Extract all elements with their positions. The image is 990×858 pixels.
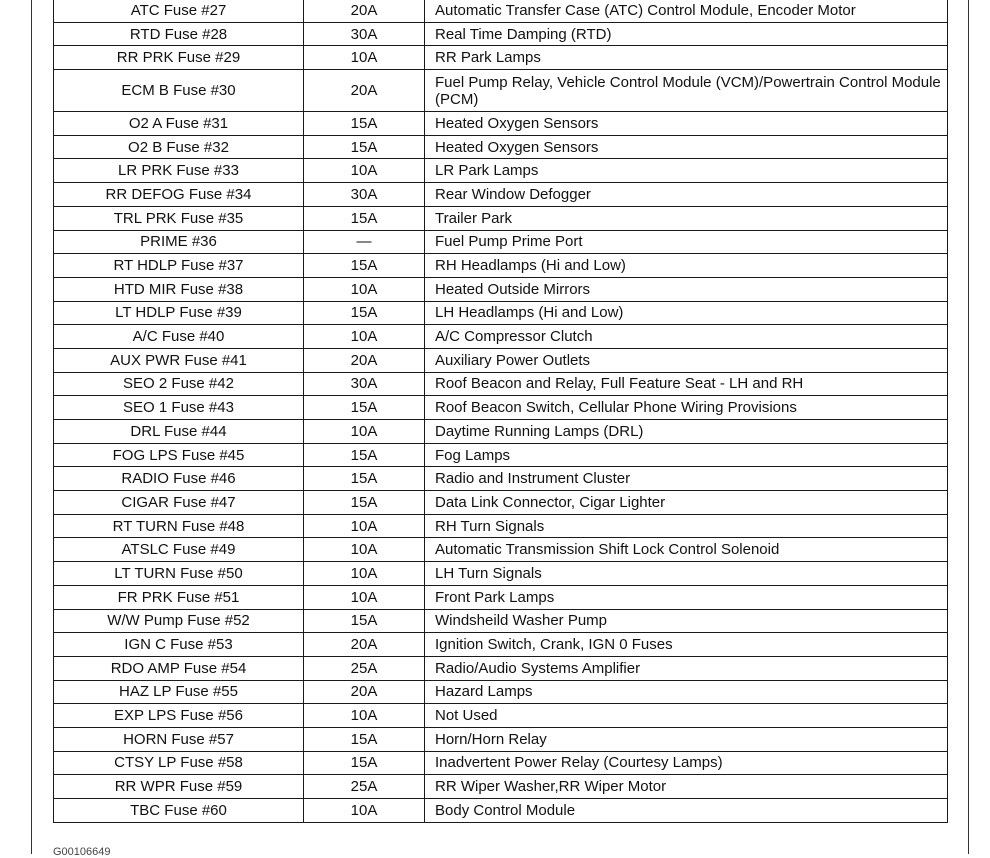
table-row: [54, 467, 948, 491]
fuse-amperage-cell: 10A: [304, 514, 425, 538]
fuse-name-cell: SEO 2 Fuse #42: [54, 372, 304, 396]
page-border-left: [31, 0, 32, 854]
fuse-amperage-cell: 15A: [304, 254, 425, 278]
fuse-name-cell: HAZ LP Fuse #55: [54, 680, 304, 704]
fuse-name-cell: RR PRK Fuse #29: [54, 46, 304, 70]
table-row: [54, 230, 948, 254]
fuse-amperage-cell: 10A: [304, 159, 425, 183]
table-row: [54, 325, 948, 349]
fuse-table-body: [54, 0, 948, 822]
fuse-description-cell: Horn/Horn Relay: [425, 727, 948, 751]
figure-id: G00106649: [53, 846, 111, 858]
table-row: [54, 0, 948, 22]
table-row: [54, 46, 948, 70]
fuse-amperage-cell: 10A: [304, 420, 425, 444]
fuse-name-cell: AUX PWR Fuse #41: [54, 348, 304, 372]
fuse-description-cell: RH Turn Signals: [425, 514, 948, 538]
fuse-name-cell: TRL PRK Fuse #35: [54, 206, 304, 230]
table-row: [54, 727, 948, 751]
fuse-amperage-cell: 15A: [304, 727, 425, 751]
fuse-name-cell: CIGAR Fuse #47: [54, 491, 304, 515]
fuse-amperage-cell: 30A: [304, 22, 425, 46]
fuse-description-cell: Fuel Pump Prime Port: [425, 230, 948, 254]
table-row: [54, 372, 948, 396]
fuse-amperage-cell: 15A: [304, 206, 425, 230]
fuse-amperage-cell: 20A: [304, 70, 425, 112]
table-row: [54, 348, 948, 372]
fuse-amperage-cell: 15A: [304, 301, 425, 325]
fuse-description-cell: Heated Oxygen Sensors: [425, 112, 948, 136]
fuse-name-cell: EXP LPS Fuse #56: [54, 704, 304, 728]
fuse-name-cell: A/C Fuse #40: [54, 325, 304, 349]
fuse-amperage-cell: 15A: [304, 396, 425, 420]
fuse-amperage-cell: 10A: [304, 704, 425, 728]
fuse-description-cell: Hazard Lamps: [425, 680, 948, 704]
table-row: [54, 585, 948, 609]
fuse-name-cell: RR DEFOG Fuse #34: [54, 183, 304, 207]
fuse-description-cell: Radio/Audio Systems Amplifier: [425, 656, 948, 680]
fuse-name-cell: RTD Fuse #28: [54, 22, 304, 46]
fuse-amperage-cell: 15A: [304, 467, 425, 491]
fuse-name-cell: HORN Fuse #57: [54, 727, 304, 751]
table-row: [54, 514, 948, 538]
fuse-amperage-cell: 20A: [304, 348, 425, 372]
fuse-name-cell: ATSLC Fuse #49: [54, 538, 304, 562]
fuse-description-cell: Ignition Switch, Crank, IGN 0 Fuses: [425, 633, 948, 657]
fuse-description-cell: LH Turn Signals: [425, 562, 948, 586]
fuse-description-cell: Auxiliary Power Outlets: [425, 348, 948, 372]
fuse-name-cell: ATC Fuse #27: [54, 0, 304, 22]
fuse-description-cell: A/C Compressor Clutch: [425, 325, 948, 349]
fuse-amperage-cell: 10A: [304, 46, 425, 70]
fuse-name-cell: O2 B Fuse #32: [54, 135, 304, 159]
fuse-amperage-cell: 10A: [304, 538, 425, 562]
table-row: [54, 799, 948, 823]
table-row: [54, 183, 948, 207]
fuse-name-cell: FR PRK Fuse #51: [54, 585, 304, 609]
table-row: [54, 396, 948, 420]
fuse-amperage-cell: 20A: [304, 633, 425, 657]
fuse-name-cell: SEO 1 Fuse #43: [54, 396, 304, 420]
fuse-description-cell: Roof Beacon Switch, Cellular Phone Wiring Provisions: [425, 396, 948, 420]
fuse-name-cell: RADIO Fuse #46: [54, 467, 304, 491]
fuse-amperage-cell: 10A: [304, 585, 425, 609]
table-row: [54, 680, 948, 704]
fuse-description-cell: Windsheild Washer Pump: [425, 609, 948, 633]
fuse-amperage-cell: 15A: [304, 135, 425, 159]
fuse-description-cell: Fuel Pump Relay, Vehicle Control Module (VCM)/Powertrain Control Module (PCM): [425, 70, 948, 112]
fuse-description-cell: Rear Window Defogger: [425, 183, 948, 207]
table-row: [54, 775, 948, 799]
fuse-description-cell: Automatic Transmission Shift Lock Control Solenoid: [425, 538, 948, 562]
table-row: [54, 704, 948, 728]
table-row: [54, 656, 948, 680]
fuse-description-cell: RR Park Lamps: [425, 46, 948, 70]
fuse-description-cell: Automatic Transfer Case (ATC) Control Module, Encoder Motor: [425, 0, 948, 22]
fuse-name-cell: FOG LPS Fuse #45: [54, 443, 304, 467]
fuse-name-cell: RR WPR Fuse #59: [54, 775, 304, 799]
fuse-name-cell: PRIME #36: [54, 230, 304, 254]
fuse-name-cell: IGN C Fuse #53: [54, 633, 304, 657]
fuse-name-cell: LR PRK Fuse #33: [54, 159, 304, 183]
fuse-amperage-cell: 20A: [304, 0, 425, 22]
fuse-name-cell: TBC Fuse #60: [54, 799, 304, 823]
table-row: [54, 254, 948, 278]
fuse-description-cell: LR Park Lamps: [425, 159, 948, 183]
fuse-amperage-cell: 10A: [304, 799, 425, 823]
table-row: [54, 112, 948, 136]
table-row: [54, 420, 948, 444]
fuse-name-cell: RT HDLP Fuse #37: [54, 254, 304, 278]
fuse-name-cell: HTD MIR Fuse #38: [54, 277, 304, 301]
table-row: [54, 159, 948, 183]
fuse-table: [53, 0, 948, 823]
fuse-amperage-cell: 15A: [304, 112, 425, 136]
fuse-amperage-cell: 10A: [304, 562, 425, 586]
fuse-amperage-cell: —: [304, 230, 425, 254]
table-row: [54, 22, 948, 46]
fuse-description-cell: RH Headlamps (Hi and Low): [425, 254, 948, 278]
fuse-description-cell: Fog Lamps: [425, 443, 948, 467]
fuse-amperage-cell: 10A: [304, 277, 425, 301]
fuse-amperage-cell: 15A: [304, 491, 425, 515]
fuse-description-cell: Roof Beacon and Relay, Full Feature Seat - LH and RH: [425, 372, 948, 396]
table-row: [54, 751, 948, 775]
fuse-name-cell: LT TURN Fuse #50: [54, 562, 304, 586]
fuse-description-cell: Inadvertent Power Relay (Courtesy Lamps): [425, 751, 948, 775]
table-row: [54, 301, 948, 325]
fuse-amperage-cell: 25A: [304, 656, 425, 680]
fuse-description-cell: Daytime Running Lamps (DRL): [425, 420, 948, 444]
fuse-name-cell: CTSY LP Fuse #58: [54, 751, 304, 775]
fuse-name-cell: RT TURN Fuse #48: [54, 514, 304, 538]
fuse-description-cell: LH Headlamps (Hi and Low): [425, 301, 948, 325]
table-row: [54, 135, 948, 159]
table-row: [54, 206, 948, 230]
fuse-description-cell: Front Park Lamps: [425, 585, 948, 609]
table-row: [54, 562, 948, 586]
page-border-right: [968, 0, 969, 854]
table-row: [54, 277, 948, 301]
table-row: [54, 633, 948, 657]
fuse-description-cell: Radio and Instrument Cluster: [425, 467, 948, 491]
table-row: [54, 443, 948, 467]
table-row: [54, 491, 948, 515]
fuse-name-cell: O2 A Fuse #31: [54, 112, 304, 136]
fuse-description-cell: Real Time Damping (RTD): [425, 22, 948, 46]
fuse-amperage-cell: 30A: [304, 372, 425, 396]
fuse-description-cell: Heated Oxygen Sensors: [425, 135, 948, 159]
fuse-amperage-cell: 15A: [304, 751, 425, 775]
fuse-description-cell: Body Control Module: [425, 799, 948, 823]
fuse-description-cell: Data Link Connector, Cigar Lighter: [425, 491, 948, 515]
fuse-description-cell: Not Used: [425, 704, 948, 728]
fuse-amperage-cell: 20A: [304, 680, 425, 704]
fuse-description-cell: Heated Outside Mirrors: [425, 277, 948, 301]
fuse-name-cell: DRL Fuse #44: [54, 420, 304, 444]
fuse-name-cell: LT HDLP Fuse #39: [54, 301, 304, 325]
fuse-description-cell: Trailer Park: [425, 206, 948, 230]
table-row: [54, 609, 948, 633]
fuse-amperage-cell: 25A: [304, 775, 425, 799]
fuse-amperage-cell: 15A: [304, 443, 425, 467]
fuse-name-cell: W/W Pump Fuse #52: [54, 609, 304, 633]
fuse-amperage-cell: 15A: [304, 609, 425, 633]
fuse-name-cell: ECM B Fuse #30: [54, 70, 304, 112]
fuse-description-cell: RR Wiper Washer,RR Wiper Motor: [425, 775, 948, 799]
table-row: [54, 538, 948, 562]
table-row: [54, 70, 948, 112]
fuse-amperage-cell: 30A: [304, 183, 425, 207]
fuse-amperage-cell: 10A: [304, 325, 425, 349]
fuse-name-cell: RDO AMP Fuse #54: [54, 656, 304, 680]
